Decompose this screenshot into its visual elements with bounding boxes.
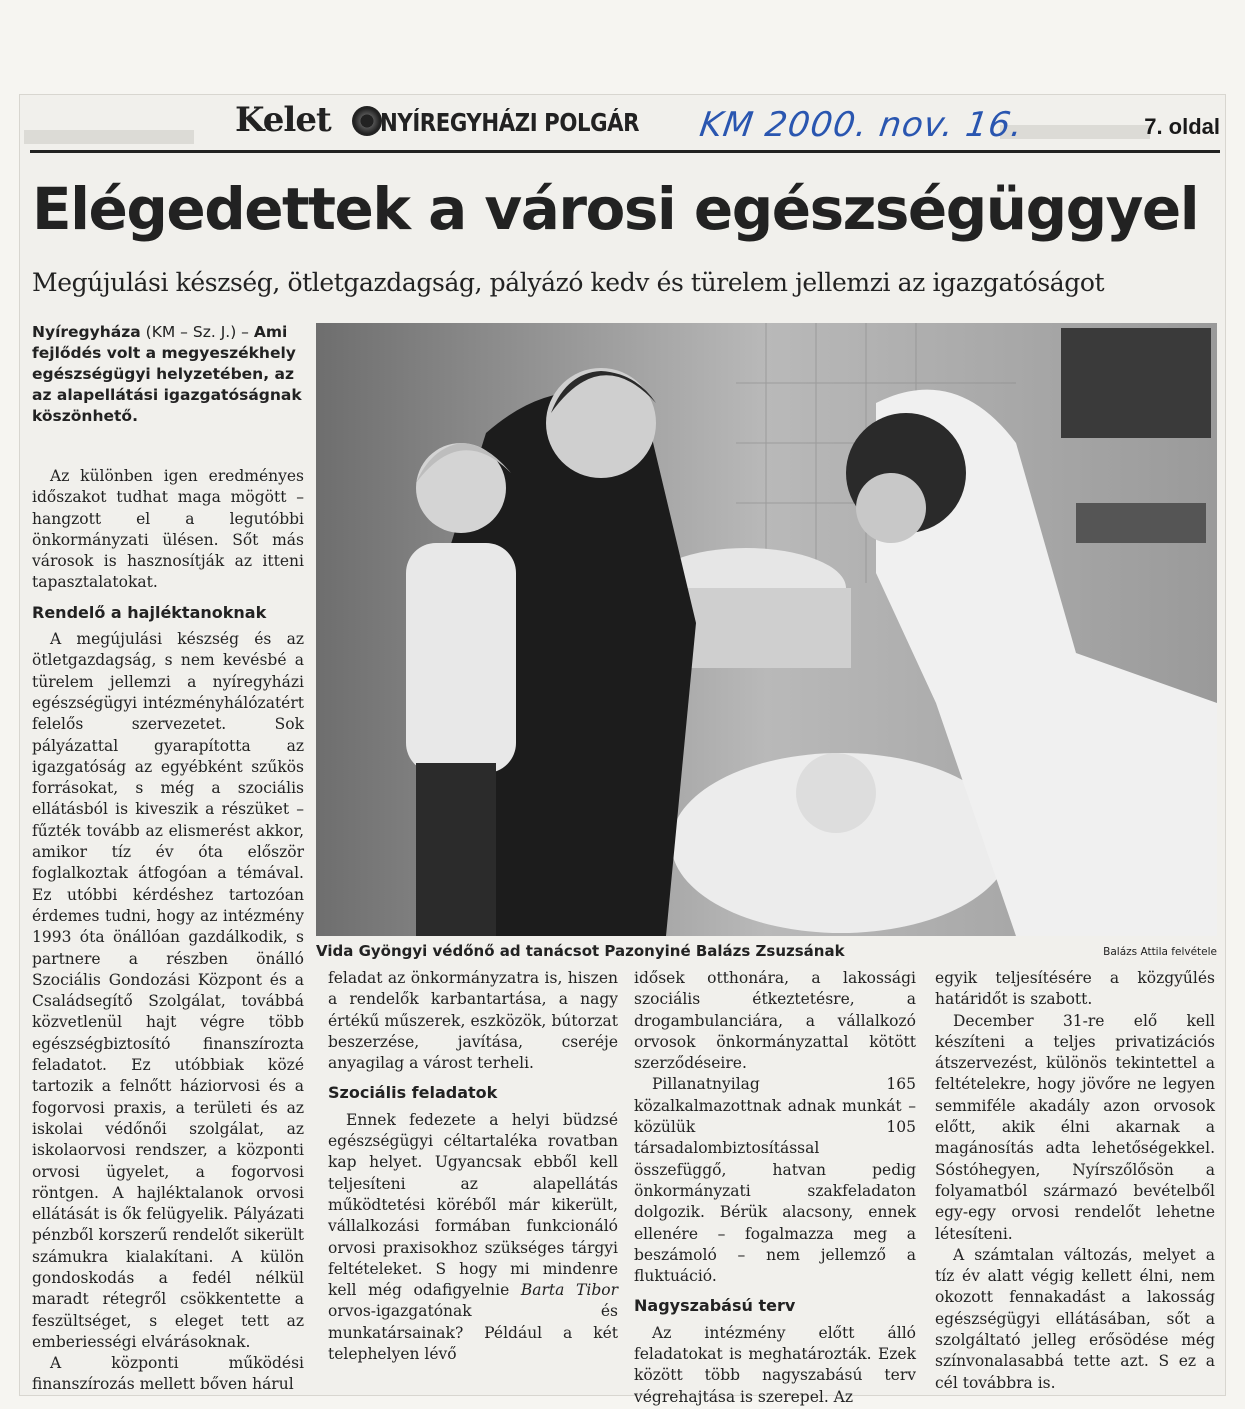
page-number: 7. oldal bbox=[1144, 114, 1220, 139]
subheadline: Megújulási készség, ötletgazdagság, pályázó kedv és türelem jellemzi az igazgatóságot bbox=[32, 268, 1105, 297]
lead-byline: (KM – Sz. J.) – bbox=[145, 323, 249, 341]
column-1 bbox=[32, 466, 304, 1396]
headline: Elégedettek a városi egészségüggyel bbox=[32, 175, 1199, 243]
col3-body: Pillanatnyilag 165 közalkalmazottnak adnak munkát – közülük 105 társadalombiztosítással összefüggő, hatvan pedig önkormányzati szakfeladaton dolgozik. Bérük alacsony, ennek ellenére – fogalmazza meg a beszámoló – nem jellemző a fluktuáció. bbox=[634, 1075, 916, 1286]
photo-caption: Vida Gyöngyi védőnő ad tanácsot Pazonyiné Balázs Zsuzsának bbox=[316, 942, 845, 960]
col2-body-b: orvos-igazgatónak és munkatársainak? Például a két telephelyen lévő bbox=[328, 1302, 618, 1364]
col3-end: Az intézmény előtt álló feladatokat is meghatározták. Ezek között több nagyszabású terv végrehajtása is szerepel. Az bbox=[634, 1323, 916, 1406]
col4-body: December 31-re elő kell készíteni a teljes privatizációs átszervezést, különös tekintettel a feltételekre, hogy jövőre ne legyen semmiféle akadály azon orvosok előtt, akik élni akarnak a magánosítás adta lehetőségekkel. Sóstóhegyen, Nyírszőlősön a folyamatból származó bevételből egy-egy orvosi rendelőt lehetne létesíteni. bbox=[935, 1011, 1215, 1243]
col1-intro: Az különben igen eredményes időszakot tudhat maga mögött – hangzott el a legutóbbi önkormányzati ülésen. Sőt más városok is hasznosítják az itteni tapasztalatokat. bbox=[32, 467, 304, 592]
kelet-star-icon bbox=[352, 106, 382, 136]
kelet-logo: Kelet bbox=[235, 100, 331, 140]
masthead bbox=[30, 100, 1220, 150]
col2-body bbox=[328, 1110, 618, 1366]
col2-intro: feladat az önkormányzatra is, hiszen a rendelők karbantartása, a nagy értékű műszerek, eszközök, bútorzat beszerzése, javítása, cseréje anyagilag a várost terheli. bbox=[328, 969, 618, 1073]
handwritten-date: KM 2000. nov. 16. bbox=[697, 105, 1026, 145]
subheading-rendelo: Rendelő a hajléktanoknak bbox=[32, 602, 267, 622]
col3-intro: idősek otthonára, a lakossági szociális étkeztetésre, a drogambulanciára, a vállalkozó orvosok önkormányzattal kötött szerződéseire. bbox=[634, 969, 916, 1073]
col4-end: A számtalan változás, melyet a tíz év alatt végig kellett élni, nem okozott fennakadást a lakosság egészségügyi ellátásában, sőt a szolgáltató jelleg erősödése még színvonalasabbá tette azt. S ez a cél továbbra is. bbox=[935, 1245, 1215, 1392]
column-2 bbox=[328, 968, 618, 1365]
subheading-nagyszabasu: Nagyszabású terv bbox=[634, 1296, 796, 1316]
photo-illustration bbox=[316, 323, 1217, 936]
column-4 bbox=[935, 968, 1215, 1394]
col1-end: A központi működési finanszírozás mellett bőven hárul bbox=[32, 1354, 304, 1394]
lead-paragraph bbox=[32, 322, 302, 427]
col2-person-name: Barta Tibor bbox=[520, 1281, 618, 1300]
lead-place: Nyíregyháza bbox=[32, 323, 141, 341]
masthead-rule bbox=[30, 150, 1220, 153]
section-title: NYÍREGYHÁZI POLGÁR bbox=[380, 108, 640, 137]
lead-text: Ami fejlődés volt a megyeszékhely egészségügyi helyzetében, az az alapellátási igazgatóságnak köszönhető. bbox=[32, 323, 302, 425]
article-photo bbox=[316, 323, 1217, 936]
subheading-szocialis: Szociális feladatok bbox=[328, 1083, 498, 1103]
col4-intro: egyik teljesítésére a közgyűlés határidőt is szabott. bbox=[935, 969, 1215, 1009]
photo-credit: Balázs Attila felvétele bbox=[1103, 946, 1217, 958]
col2-body-a: Ennek fedezete a helyi büdzsé egészségügyi céltartaléka rovatban kap helyet. Ugyancsak ebből kell teljesíteni az alapellátás működtetési köréből már kikerült, vállalkozási formában funkcionáló orvosi praxisokhoz szükséges tárgyi feltételeket. S hogy mi mindenre kell még odafigyelnie bbox=[328, 1110, 618, 1300]
col1-body: A megújulási készség és az ötletgazdagság, s nem kevésbé a türelem jellemzi a nyíregyházi egészségügyi intézményhálózatért felelős szervezetet. Sok pályázattal gyarapította az igazgatóság az egyébként szűkös forrásokat, s még a szociális ellátásból is kiveszik a részüket – fűzték tovább az elismerést akkor, amikor tíz év óta először foglalkoztak átfogóan a témával. Ez utóbbi kérdéshez tartozóan érdemes tudni, hogy az intézmény 1993 óta önállóan gazdálkodik, s partnere a részben önálló Szociális Gondozási Központ és a Családsegítő Szolgálat, továbbá közvetlenül hajt végre több egészségbiztosító finanszírozta feladatot. Ez utóbbiak közé tartozik a felnőtt háziorvosi és a fogorvosi praxis, a területi és az iskolai védőnői szolgálat, az iskolaorvosi rendszer, a központi orvosi ügyelet, a fogorvosi röntgen. A hajléktalanok orvosi ellátását is ők felügyelik. Pályázati pénzből korszerű rendelőt sikerült számukra kialakítani. A külön gondoskodás a fedél nélkül maradt rétegről csökkentette a feszültséget, s eleget tett az emberiességi elvárásoknak. bbox=[32, 630, 304, 1351]
column-3 bbox=[634, 968, 916, 1408]
